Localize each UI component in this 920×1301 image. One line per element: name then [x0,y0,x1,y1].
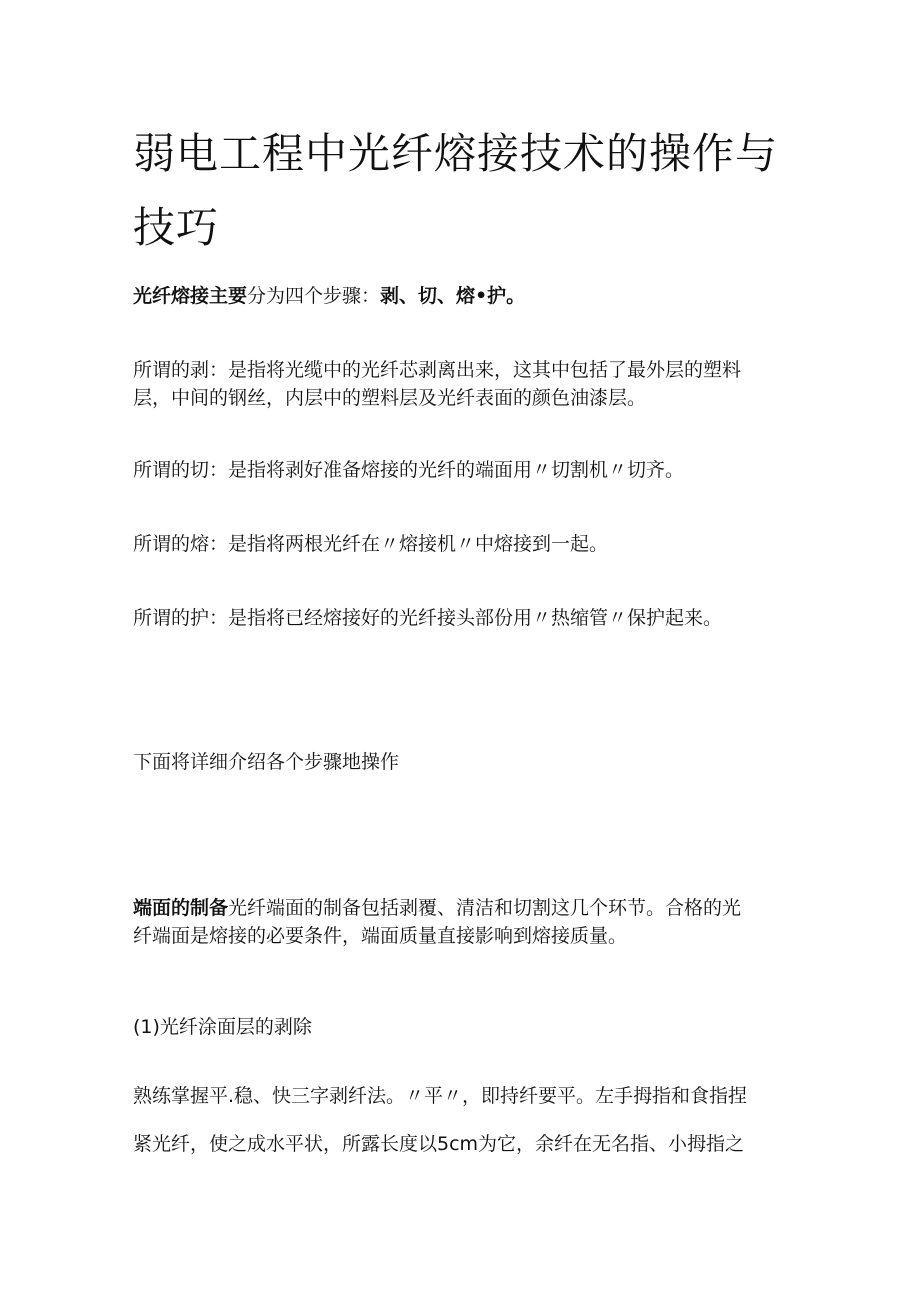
intro-bold-lead: 光纤熔接主要 [133,285,248,307]
endface-paragraph-line-2: 纤端面是熔接的必要条件，端面质量直接影响到熔接质量。 [133,925,628,947]
intro-steps: 剥、切、熔•护。 [380,285,526,307]
intro-paragraph [133,281,793,311]
cut-paragraph: 所谓的切：是指将剥好准备熔接的光纤的端面用〃切割机〃切齐。 [133,459,685,481]
fuse-paragraph: 所谓的熔：是指将两根光纤在〃熔接机〃中熔接到一起。 [133,533,609,555]
detail-intro-paragraph: 下面将详细介绍各个步骤地操作 [133,751,400,773]
subheading-coating-removal: (1)光纤涂面层的剥除 [133,1016,312,1038]
method-paragraph-line-2: 紧光纤，使之成水平状，所露长度以5cm为它，余纤在无名指、小拇指之 [133,1133,745,1155]
document-title-line-1: 弱电工程中光纤熔接技术的操作与 [133,129,779,178]
document-title-line-2: 技巧 [133,203,220,252]
endface-heading: 端面的制备 [133,897,229,919]
strip-paragraph-line-2: 层，中间的钢丝，内层中的塑料层及光纤表面的颜色油漆层。 [133,387,647,409]
strip-paragraph-line-1: 所谓的剥：是指将光缆中的光纤芯剥离出来，这其中包括了最外层的塑料 [133,359,742,381]
endface-paragraph-line-1 [133,893,793,923]
intro-text: 分为四个步骤： [247,285,381,307]
protect-paragraph: 所谓的护：是指将已经熔接好的光纤接头部份用〃热缩管〃保护起来。 [133,607,723,629]
method-paragraph-line-1: 熟练掌握平.稳、快三字剥纤法。〃平〃，即持纤要平。左手拇指和食指捏 [133,1085,748,1107]
endface-text: 光纤端面的制备包括剥覆、清洁和切割这几个环节。合格的光 [228,897,742,919]
